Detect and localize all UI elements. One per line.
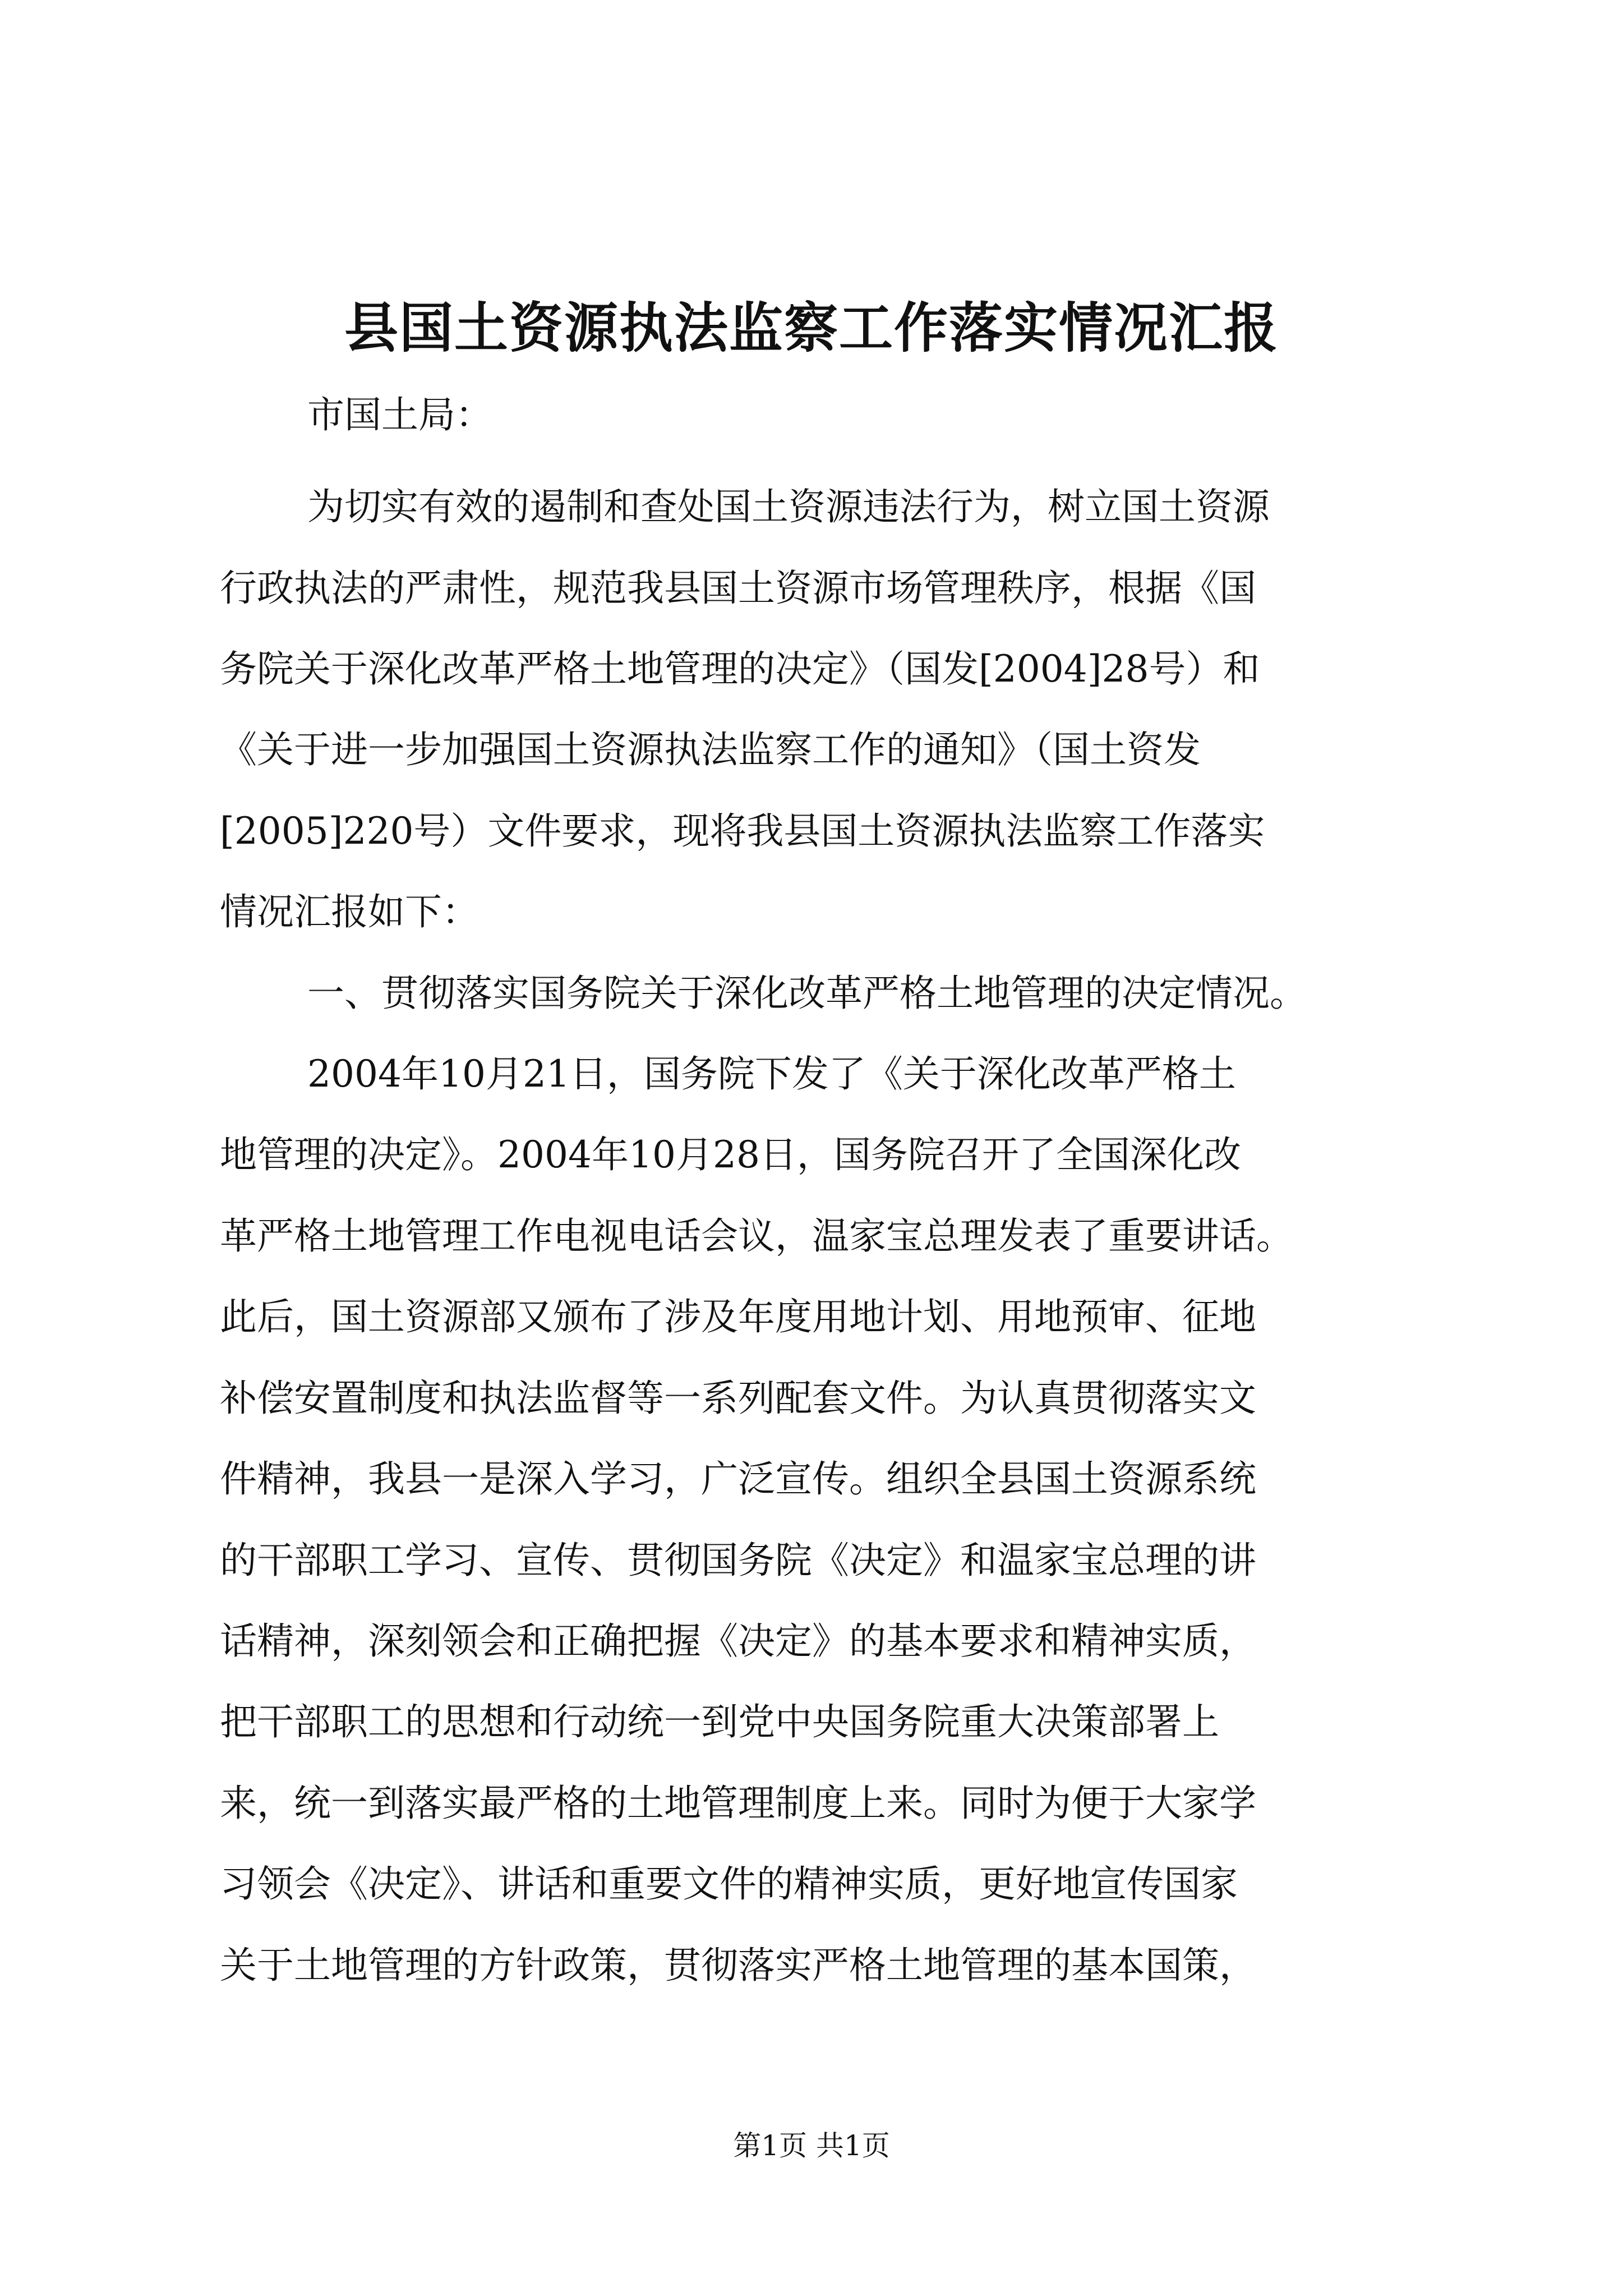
body-line-15: 话精神，深刻领会和正确把握《决定》的基本要求和精神实质， [220, 1619, 1256, 1663]
body-line-10: 革严格土地管理工作电视电话会议，温家宝总理发表了重要讲话。 [220, 1214, 1293, 1258]
body-line-11: 此后，国土资源部又颁布了涉及年度用地计划、用地预审、征地 [220, 1295, 1256, 1338]
body-line-6: 情况汇报如下： [220, 890, 479, 933]
page-number-footer: 第1页 共1页 [733, 2129, 890, 2162]
body-line-18: 习领会《决定》、讲话和重要文件的精神实质，更好地宣传国家 [220, 1862, 1238, 1906]
body-line-3: 务院关于深化改革严格土地管理的决定》（国发[2004]28号）和 [220, 647, 1260, 691]
body-line-8: 2004年10月21日，国务院下发了《关于深化改革严格土 [307, 1052, 1236, 1096]
body-line-4: 《关于进一步加强国土资源执法监察工作的通知》（国土资发 [220, 728, 1201, 771]
body-line-1: 为切实有效的遏制和查处国土资源违法行为，树立国土资源 [307, 485, 1270, 528]
body-line-5: [2005]220号）文件要求，现将我县国土资源执法监察工作落实 [220, 809, 1265, 853]
body-line-17: 来，统一到落实最严格的土地管理制度上来。同时为便于大家学 [220, 1782, 1256, 1825]
body-line-14: 的干部职工学习、宣传、贯彻国务院《决定》和温家宝总理的讲 [220, 1539, 1256, 1582]
body-line-12: 补偿安置制度和执法监督等一系列配套文件。为认真贯彻落实文 [220, 1377, 1256, 1420]
body-line-16: 把干部职工的思想和行动统一到党中央国务院重大决策部署上 [220, 1700, 1219, 1743]
body-line-9: 地管理的决定》。2004年10月28日，国务院召开了全国深化改 [220, 1133, 1241, 1176]
section-heading-1: 一、贯彻落实国务院关于深化改革严格土地管理的决定情况。 [307, 972, 1307, 1015]
body-line-19: 关于土地管理的方针政策，贯彻落实严格土地管理的基本国策， [220, 1944, 1256, 1987]
salutation: 市国土局： [307, 393, 492, 436]
body-line-2: 行政执法的严肃性，规范我县国土资源市场管理秩序，根据《国 [220, 567, 1256, 610]
document-title: 县国土资源执法监察工作落实情况汇报 [344, 296, 1279, 360]
body-line-13: 件精神，我县一是深入学习，广泛宣传。组织全县国土资源系统 [220, 1457, 1256, 1501]
